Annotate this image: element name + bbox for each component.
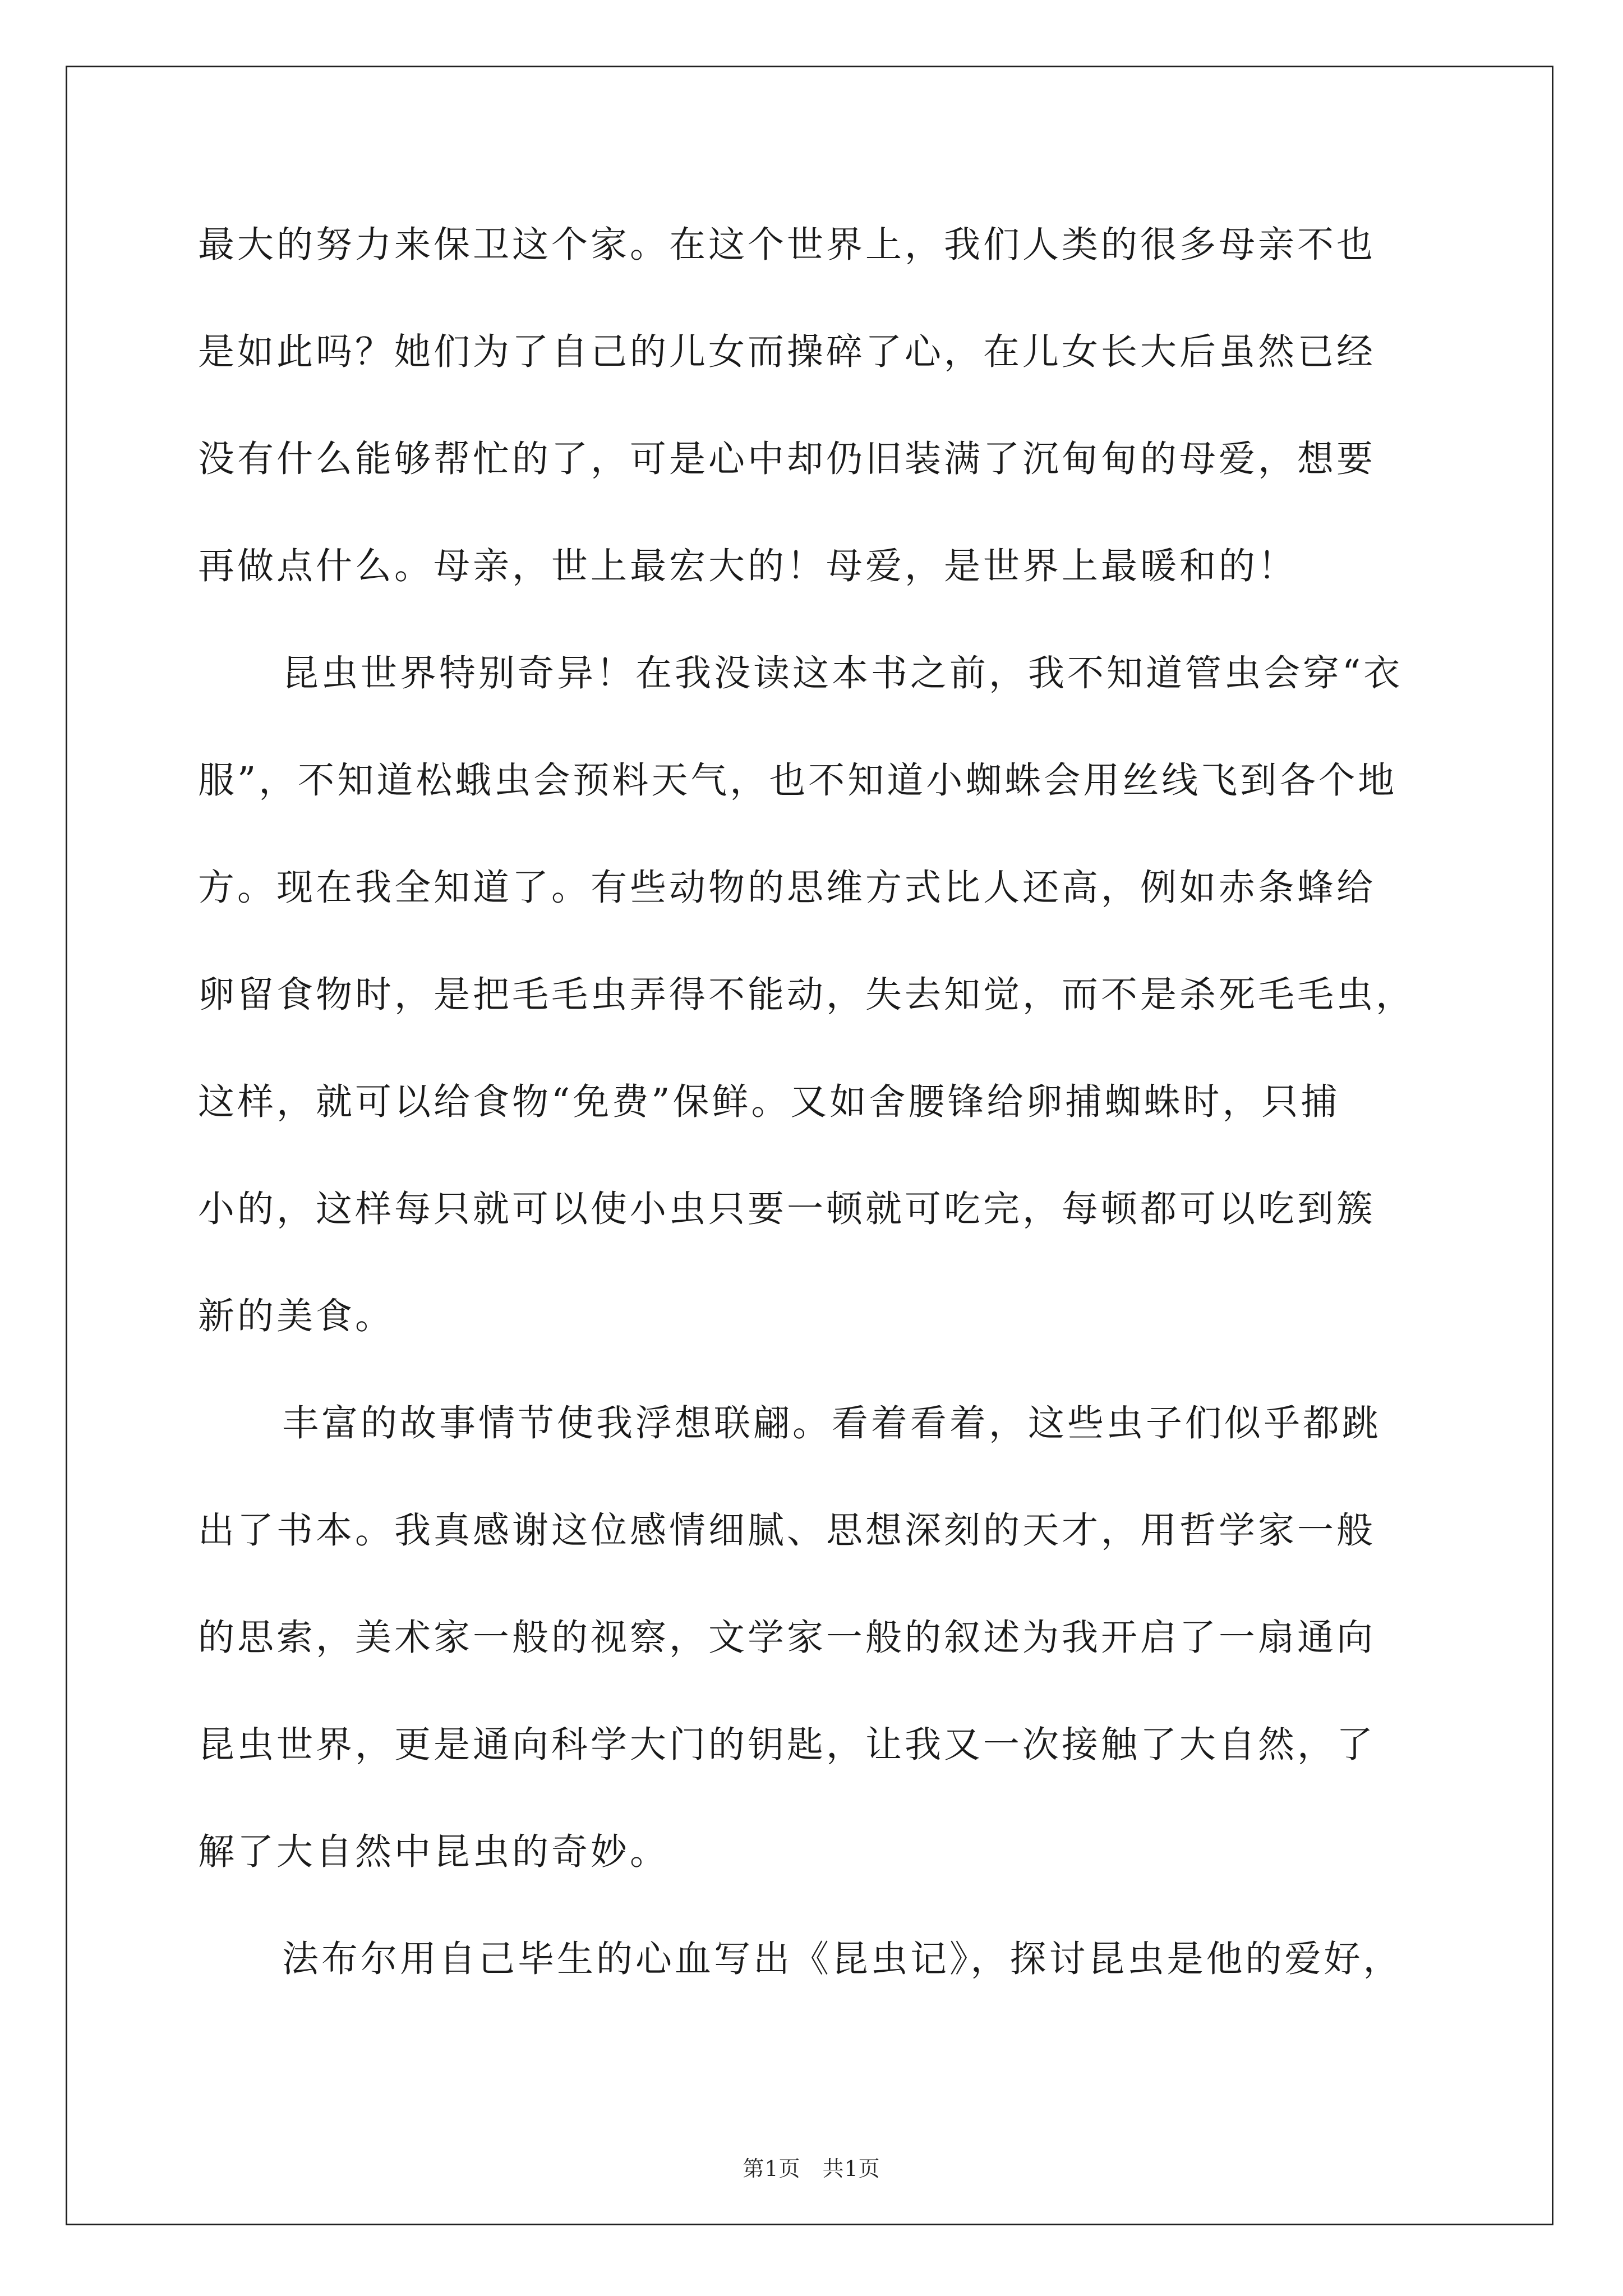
body-text — [198, 209, 1437, 2030]
text-line: 昆虫世界，更是通向科学大门的钥匙，让我又一次接触了大自然，了 — [198, 1724, 1376, 1766]
text-line: 的思索，美术家一般的视察，文学家一般的叙述为我开启了一扇通向 — [198, 1617, 1376, 1659]
text-line: 新的美食。 — [198, 1295, 395, 1337]
text-line: 方。现在我全知道了。有些动物的思维方式比人还高，例如赤条蜂给 — [198, 867, 1376, 909]
text-line: 出了书本。我真感谢这位感情细腻、思想深刻的天才，用哲学家一般 — [198, 1510, 1376, 1552]
paragraph-start-line: 昆虫世界特别奇异！在我没读这本书之前，我不知道管虫会穿“衣 — [282, 652, 1403, 694]
text-line: 解了大自然中昆虫的奇妙。 — [198, 1831, 670, 1873]
text-line: 服”，不知道松蛾虫会预料天气，也不知道小蜘蛛会用丝线飞到各个地 — [198, 760, 1398, 802]
text-line: 没有什么能够帮忙的了，可是心中却仍旧装满了沉甸甸的母爱，想要 — [198, 438, 1376, 480]
text-line: 小的，这样每只就可以使小虫只要一顿就可吃完，每顿都可以吃到簇 — [198, 1188, 1376, 1230]
paragraph-start-line: 丰富的故事情节使我浮想联翩。看着看着，这些虫子们似乎都跳 — [282, 1402, 1382, 1444]
text-line: 是如此吗？她们为了自己的儿女而操碎了心，在儿女长大后虽然已经 — [198, 331, 1376, 373]
text-line: 这样，就可以给食物“免费”保鲜。又如舍腰锋给卵捕蜘蛛时，只捕 — [198, 1081, 1340, 1123]
text-line: 卵留食物时，是把毛毛虫弄得不能动，失去知觉，而不是杀死毛毛虫， — [198, 974, 1415, 1016]
text-line: 再做点什么。母亲，世上最宏大的！母爱，是世界上最暖和的！ — [198, 545, 1298, 587]
text-line: 最大的努力来保卫这个家。在这个世界上，我们人类的很多母亲不也 — [198, 224, 1376, 266]
page-footer: 第1页 共1页 — [743, 2156, 880, 2181]
paragraph-start-line: 法布尔用自己毕生的心血写出《昆虫记》，探讨昆虫是他的爱好， — [282, 1938, 1403, 1980]
